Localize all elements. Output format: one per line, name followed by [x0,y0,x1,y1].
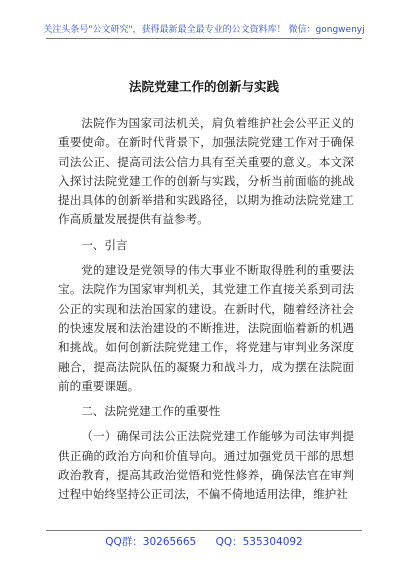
qq-group-label: QQ群：30265665 [105,536,197,548]
qq-contact-label: QQ：535304092 [215,536,303,548]
section-heading-introduction: 一、引言 [81,237,128,252]
footer-divider [46,530,362,531]
header-divider [46,38,362,39]
paragraph-introduction: 党的建设是党领导的伟大事业不断取得胜利的重要法宝。法院作为国家审判机关，其党建工作直接关系到司法公正的实现和法治国家的建设。在新时代，随着经济社会的快速发展和法治建设的不断推进，法院面临着新的机遇和挑战。如何创新法院党建工作，将党建与审判业务深度融合，提高法院队伍的凝聚力和战斗力，成为摆在法院面前的重要课题。 [58,263,354,393]
header-banner: 关注头条号"公文研究"，获得最新最全最专业的公文资料库！ 微信：gongwenyj [43,25,365,35]
document-title: 法院党建工作的创新与实践 [128,79,279,94]
section-heading-importance: 二、法院党建工作的重要性 [81,404,221,419]
paragraph-abstract: 法院作为国家司法机关，肩负着维护社会公平正义的重要使命。在新时代背景下，加强法院党建工作对于确保司法公正、提高司法公信力具有至关重要的意义。本文深入探讨法院党建工作的创新与实践，分析当前面临的挑战提出具体的创新举措和实践路径，以期为推动法院党建工作高质量发展提供有益参考。 [58,116,354,227]
paragraph-judicial-fairness: （一）确保司法公正法院党建工作能够为司法审判提供正确的政治方向和价值导向。通过加强党员干部的思想政治教育，提高其政治觉悟和党性修养，确保法官在审判过程中始终坚持公正司法，不偏不倚地适用法律，维护社 [58,429,354,502]
document-body [58,114,354,511]
footer [0,534,408,549]
